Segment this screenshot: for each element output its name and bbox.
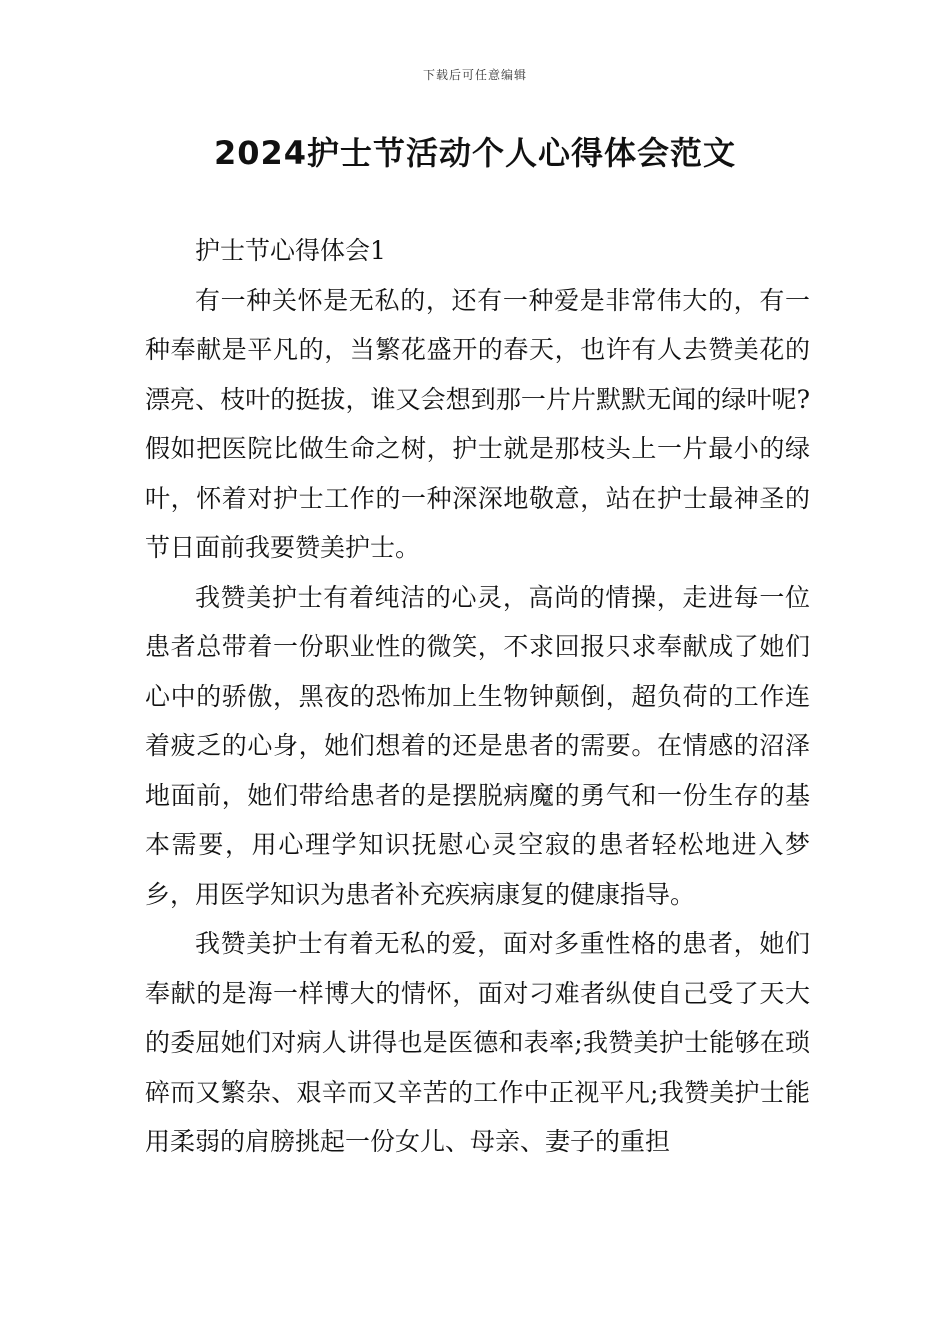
paragraph-1: 有一种关怀是无私的，还有一种爱是非常伟大的，有一种奉献是平凡的，当繁花盛开的春天，也许有人去赞美花的漂亮、枝叶的挺拔，谁又会想到那一片片默默无闻的绿叶呢?假如把医院比做生命之树，护士就是那枝头上一片最小的绿叶，怀着对护士工作的一种深深地敬意，站在护士最神圣的节日面前我要赞美护士。 (145, 285, 810, 562)
section-heading: 护士节心得体会1 (195, 236, 386, 265)
document-body (145, 226, 810, 1167)
download-note: 下载后可任意编辑 (422, 68, 527, 82)
paragraph-2: 我赞美护士有着纯洁的心灵，高尚的情操，走进每一位患者总带着一份职业性的微笑，不求回报只求奉献成了她们心中的骄傲，黑夜的恐怖加上生物钟颠倒，超负荷的工作连着疲乏的心身，她们想着的还是患者的需要。在情感的沼泽地面前，她们带给患者的是摆脱病魔的勇气和一份生存的基本需要，用心理学知识抚慰心灵空寂的患者轻松地进入梦乡，用医学知识为患者补充疾病康复的健康指导。 (145, 582, 810, 909)
paragraph-3: 我赞美护士有着无私的爱，面对多重性格的患者，她们奉献的是海一样博大的情怀，面对刁难者纵使自己受了天大的委屈她们对病人讲得也是医德和表率;我赞美护士能够在琐碎而又繁杂、艰辛而又辛苦的工作中正视平凡;我赞美护士能用柔弱的肩膀挑起一份女儿、母亲、妻子的重担 (145, 929, 810, 1156)
document-title: 2024护士节活动个人心得体会范文 (213, 134, 737, 172)
